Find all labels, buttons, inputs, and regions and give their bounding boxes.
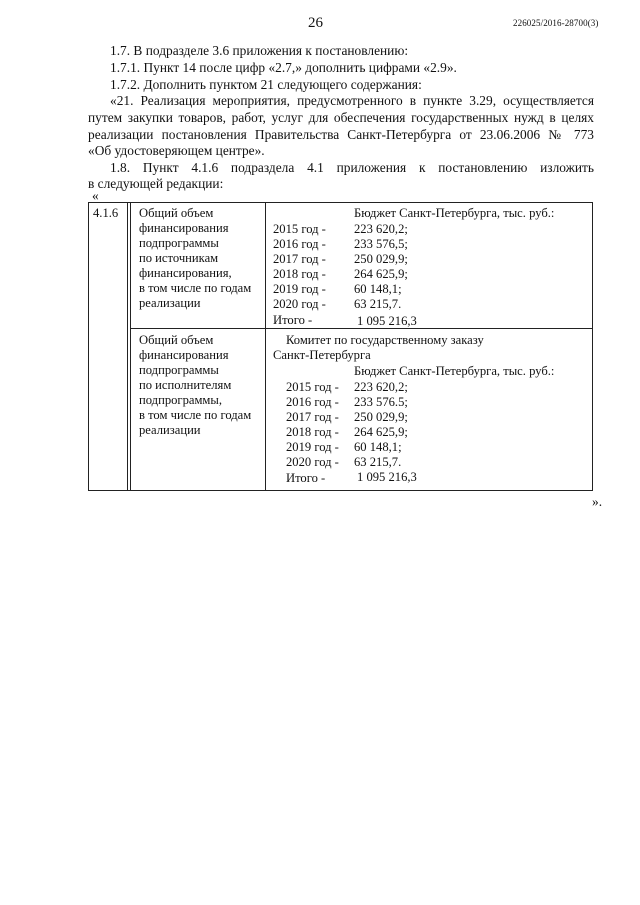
row2-description — [139, 333, 251, 438]
table-divider-desc — [265, 203, 266, 490]
open-quote: « — [92, 188, 99, 203]
row1-desc-line: по источникам — [139, 251, 219, 265]
paragraph-1-7-1: 1.7.1. Пункт 14 после цифр «2.7,» дополнить цифрами «2.9». — [110, 60, 457, 75]
row1-description — [139, 206, 251, 311]
row2-year: 2020 год - — [286, 455, 339, 469]
row1-value: 264 625,9; — [354, 267, 408, 281]
row2-desc-line: подпрограммы, — [139, 393, 223, 407]
paragraph-1-7: 1.7. В подразделе 3.6 приложения к постановлению: — [110, 43, 409, 58]
row2-year: 2015 год - — [286, 380, 339, 394]
row2-desc-line: финансирования — [139, 348, 229, 362]
row2-year: 2017 год - — [286, 410, 339, 424]
row1-value: 250 029,9; — [354, 252, 408, 266]
paragraph-21-line-4: «Об удостоверяющем центре». — [88, 143, 265, 158]
row2-desc-line: подпрограммы — [139, 363, 219, 377]
row1-year: 2015 год - — [273, 222, 326, 236]
row2-committee-city: Санкт-Петербурга — [273, 348, 371, 362]
row2-desc-line: Общий объем — [139, 333, 214, 347]
row1-desc-line: подпрограммы — [139, 236, 219, 250]
row2-year: 2018 год - — [286, 425, 339, 439]
row1-value: 60 148,1; — [354, 282, 402, 296]
paragraph-21-line-3: реализации постановления Правительства Санкт-Петербурга от 23.06.2006 № 773 — [88, 127, 594, 142]
row2-total-label: Итого - — [286, 471, 326, 485]
page-number: 26 — [308, 15, 323, 31]
row2-year: 2016 год - — [286, 395, 339, 409]
item-number: 4.1.6 — [93, 206, 119, 220]
row2-year: 2019 год - — [286, 440, 339, 454]
row1-desc-line: финансирования, — [139, 266, 232, 280]
close-quote: ». — [592, 494, 603, 509]
row2-value: 60 148,1; — [354, 440, 402, 454]
row1-total-label: Итого - — [273, 313, 313, 327]
row1-desc-line: в том числе по годам — [139, 281, 252, 295]
paragraph-21-line-1: «21. Реализация мероприятия, предусмотренного в пункте 3.29, осуществляется — [110, 93, 594, 108]
row1-desc-line: Общий объем — [139, 206, 214, 220]
row1-budget-header: Бюджет Санкт-Петербурга, тыс. руб.: — [354, 206, 555, 220]
row2-value: 223 620,2; — [354, 380, 408, 394]
table-divider-number-double — [130, 203, 131, 490]
row2-value: 63 215,7. — [354, 455, 402, 469]
row1-total-value: 1 095 216,3 — [357, 314, 417, 328]
row2-total-value: 1 095 216,3 — [357, 470, 417, 484]
row1-desc-line: финансирования — [139, 221, 229, 235]
row1-desc-line: реализации — [139, 296, 201, 310]
row2-desc-line: реализации — [139, 423, 201, 437]
paragraph-21-line-2: путем закупки товаров, работ, услуг для обеспечения государственных нужд в целях — [88, 110, 594, 125]
row1-year: 2020 год - — [273, 297, 326, 311]
row2-desc-line: по исполнителям — [139, 378, 232, 392]
row1-value: 233 576,5; — [354, 237, 408, 251]
table-divider-number — [127, 203, 128, 490]
paragraph-1-7-2: 1.7.2. Дополнить пунктом 21 следующего содержания: — [110, 77, 422, 92]
row2-value: 264 625,9; — [354, 425, 408, 439]
row1-year: 2017 год - — [273, 252, 326, 266]
row2-value: 250 029,9; — [354, 410, 408, 424]
row1-year: 2019 год - — [273, 282, 326, 296]
financing-table — [88, 202, 593, 491]
row2-value: 233 576.5; — [354, 395, 408, 409]
paragraph-1-8-line-1: 1.8. Пункт 4.1.6 подраздела 4.1 приложения к постановлению изложить — [110, 160, 594, 175]
row1-value: 63 215,7. — [354, 297, 402, 311]
document-number: 226025/2016-28700(3) — [513, 18, 599, 28]
paragraph-1-8-line-2: в следующей редакции: — [88, 176, 224, 191]
row2-budget-header: Бюджет Санкт-Петербурга, тыс. руб.: — [354, 364, 555, 378]
row1-year: 2018 год - — [273, 267, 326, 281]
row1-year: 2016 год - — [273, 237, 326, 251]
row1-value: 223 620,2; — [354, 222, 408, 236]
row2-committee: Комитет по государственному заказу — [286, 333, 484, 347]
row2-desc-line: в том числе по годам — [139, 408, 252, 422]
